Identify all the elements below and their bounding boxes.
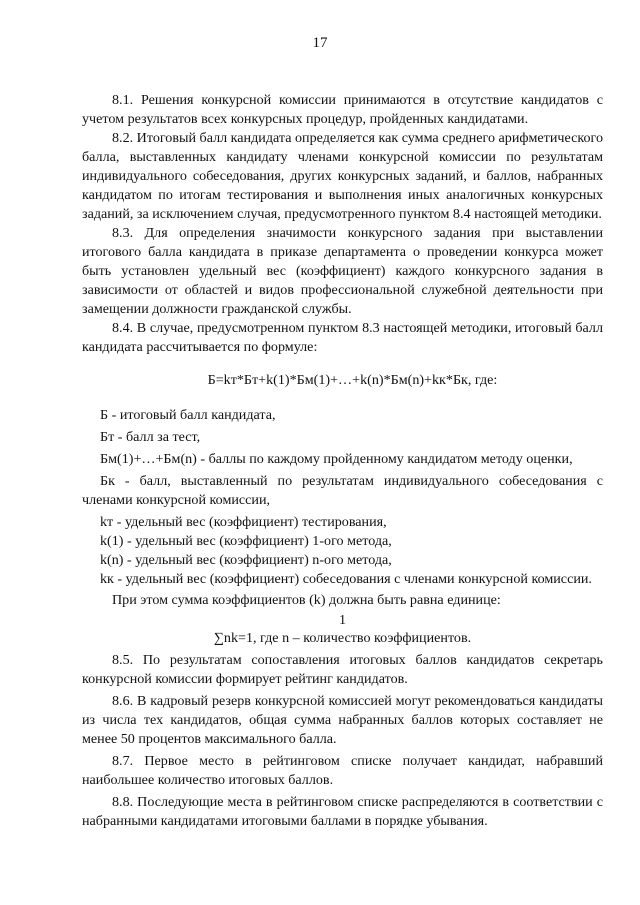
sum-intro: При этом сумма коэффициентов (k) должна быть равна единице: bbox=[112, 592, 501, 608]
definition-b: Б - итоговый балл кандидата, bbox=[100, 407, 276, 423]
definition-k1: k(1) - удельный вес (коэффициент) 1-ого метода, bbox=[100, 533, 392, 549]
definition-bt: Бт - балл за тест, bbox=[100, 429, 201, 445]
definition-bm: Бм(1)+…+Бм(n) - баллы по каждому пройденному кандидатом методу оценки, bbox=[100, 451, 573, 467]
paragraph-8-7: 8.7. Первое место в рейтинговом списке получает кандидат, набравший наибольшее количество итоговых баллов. bbox=[82, 753, 603, 788]
paragraph-8-2: 8.2. Итоговый балл кандидата определяется как сумма среднего арифметического балла, выставленных кандидату членами конкурсной комиссии по результатам индивидуального собеседования, других конкурсных заданий, и баллов, набранных кандидатом по итогам тестирования и выполнения иных аналогичных конкурсных заданий, за исключением случая, предусмотренного пунктом 8.4 настоящей методики. bbox=[82, 130, 603, 222]
definition-kt: kт - удельный вес (коэффициент) тестирования, bbox=[100, 514, 387, 530]
paragraph-8-4: 8.4. В случае, предусмотренном пунктом 8.3 настоящей методики, итоговый балл кандидата рассчитывается по формуле: bbox=[82, 320, 603, 355]
paragraph-8-1: 8.1. Решения конкурсной комиссии принимаются в отсутствие кандидатов с учетом результатов всех конкурсных процедур, пройденных кандидатами. bbox=[82, 92, 603, 127]
definition-kn: k(n) - удельный вес (коэффициент) n-ого метода, bbox=[100, 552, 392, 568]
paragraph-8-8: 8.8. Последующие места в рейтинговом списке распределяются в соответствии с набранными кандидатами итоговыми баллами в порядке убывания. bbox=[82, 794, 603, 829]
page-number: 17 bbox=[312, 35, 328, 51]
paragraph-8-3: 8.3. Для определения значимости конкурсного задания при выставлении итогового балла кандидата в приказе департамента о проведении конкурса может быть установлен удельный вес (коэффициент) каждого конкурсного задания в зависимости от областей и видов профессиональной служебной деятельности при замещении должности гражданской службы. bbox=[82, 225, 603, 317]
definition-kk: kк - удельный вес (коэффициент) собеседования с членами конкурсной комиссии. bbox=[100, 571, 592, 587]
definition-bk: Бк - балл, выставленный по результатам индивидуального собеседования с членами конкурсной комиссии, bbox=[82, 473, 603, 508]
sum-formula: ∑nk=1, где n – количество коэффициентов. bbox=[213, 630, 472, 646]
paragraph-8-6: 8.6. В кадровый резерв конкурсной комиссией могут рекомендоваться кандидаты из числа тех кандидатов, общая сумма набранных баллов которых составляет не менее 50 процентов максимального балла. bbox=[82, 693, 603, 747]
document-body bbox=[82, 91, 603, 831]
sum-upper-limit: 1 bbox=[338, 612, 347, 628]
paragraph-8-5: 8.5. По результатам сопоставления итоговых баллов кандидатов секретарь конкурсной комиссии формирует рейтинг кандидатов. bbox=[82, 652, 603, 687]
score-formula: Б=kт*Бт+k(1)*Бм(1)+…+k(n)*Бм(n)+kк*Бк, где: bbox=[207, 372, 498, 388]
